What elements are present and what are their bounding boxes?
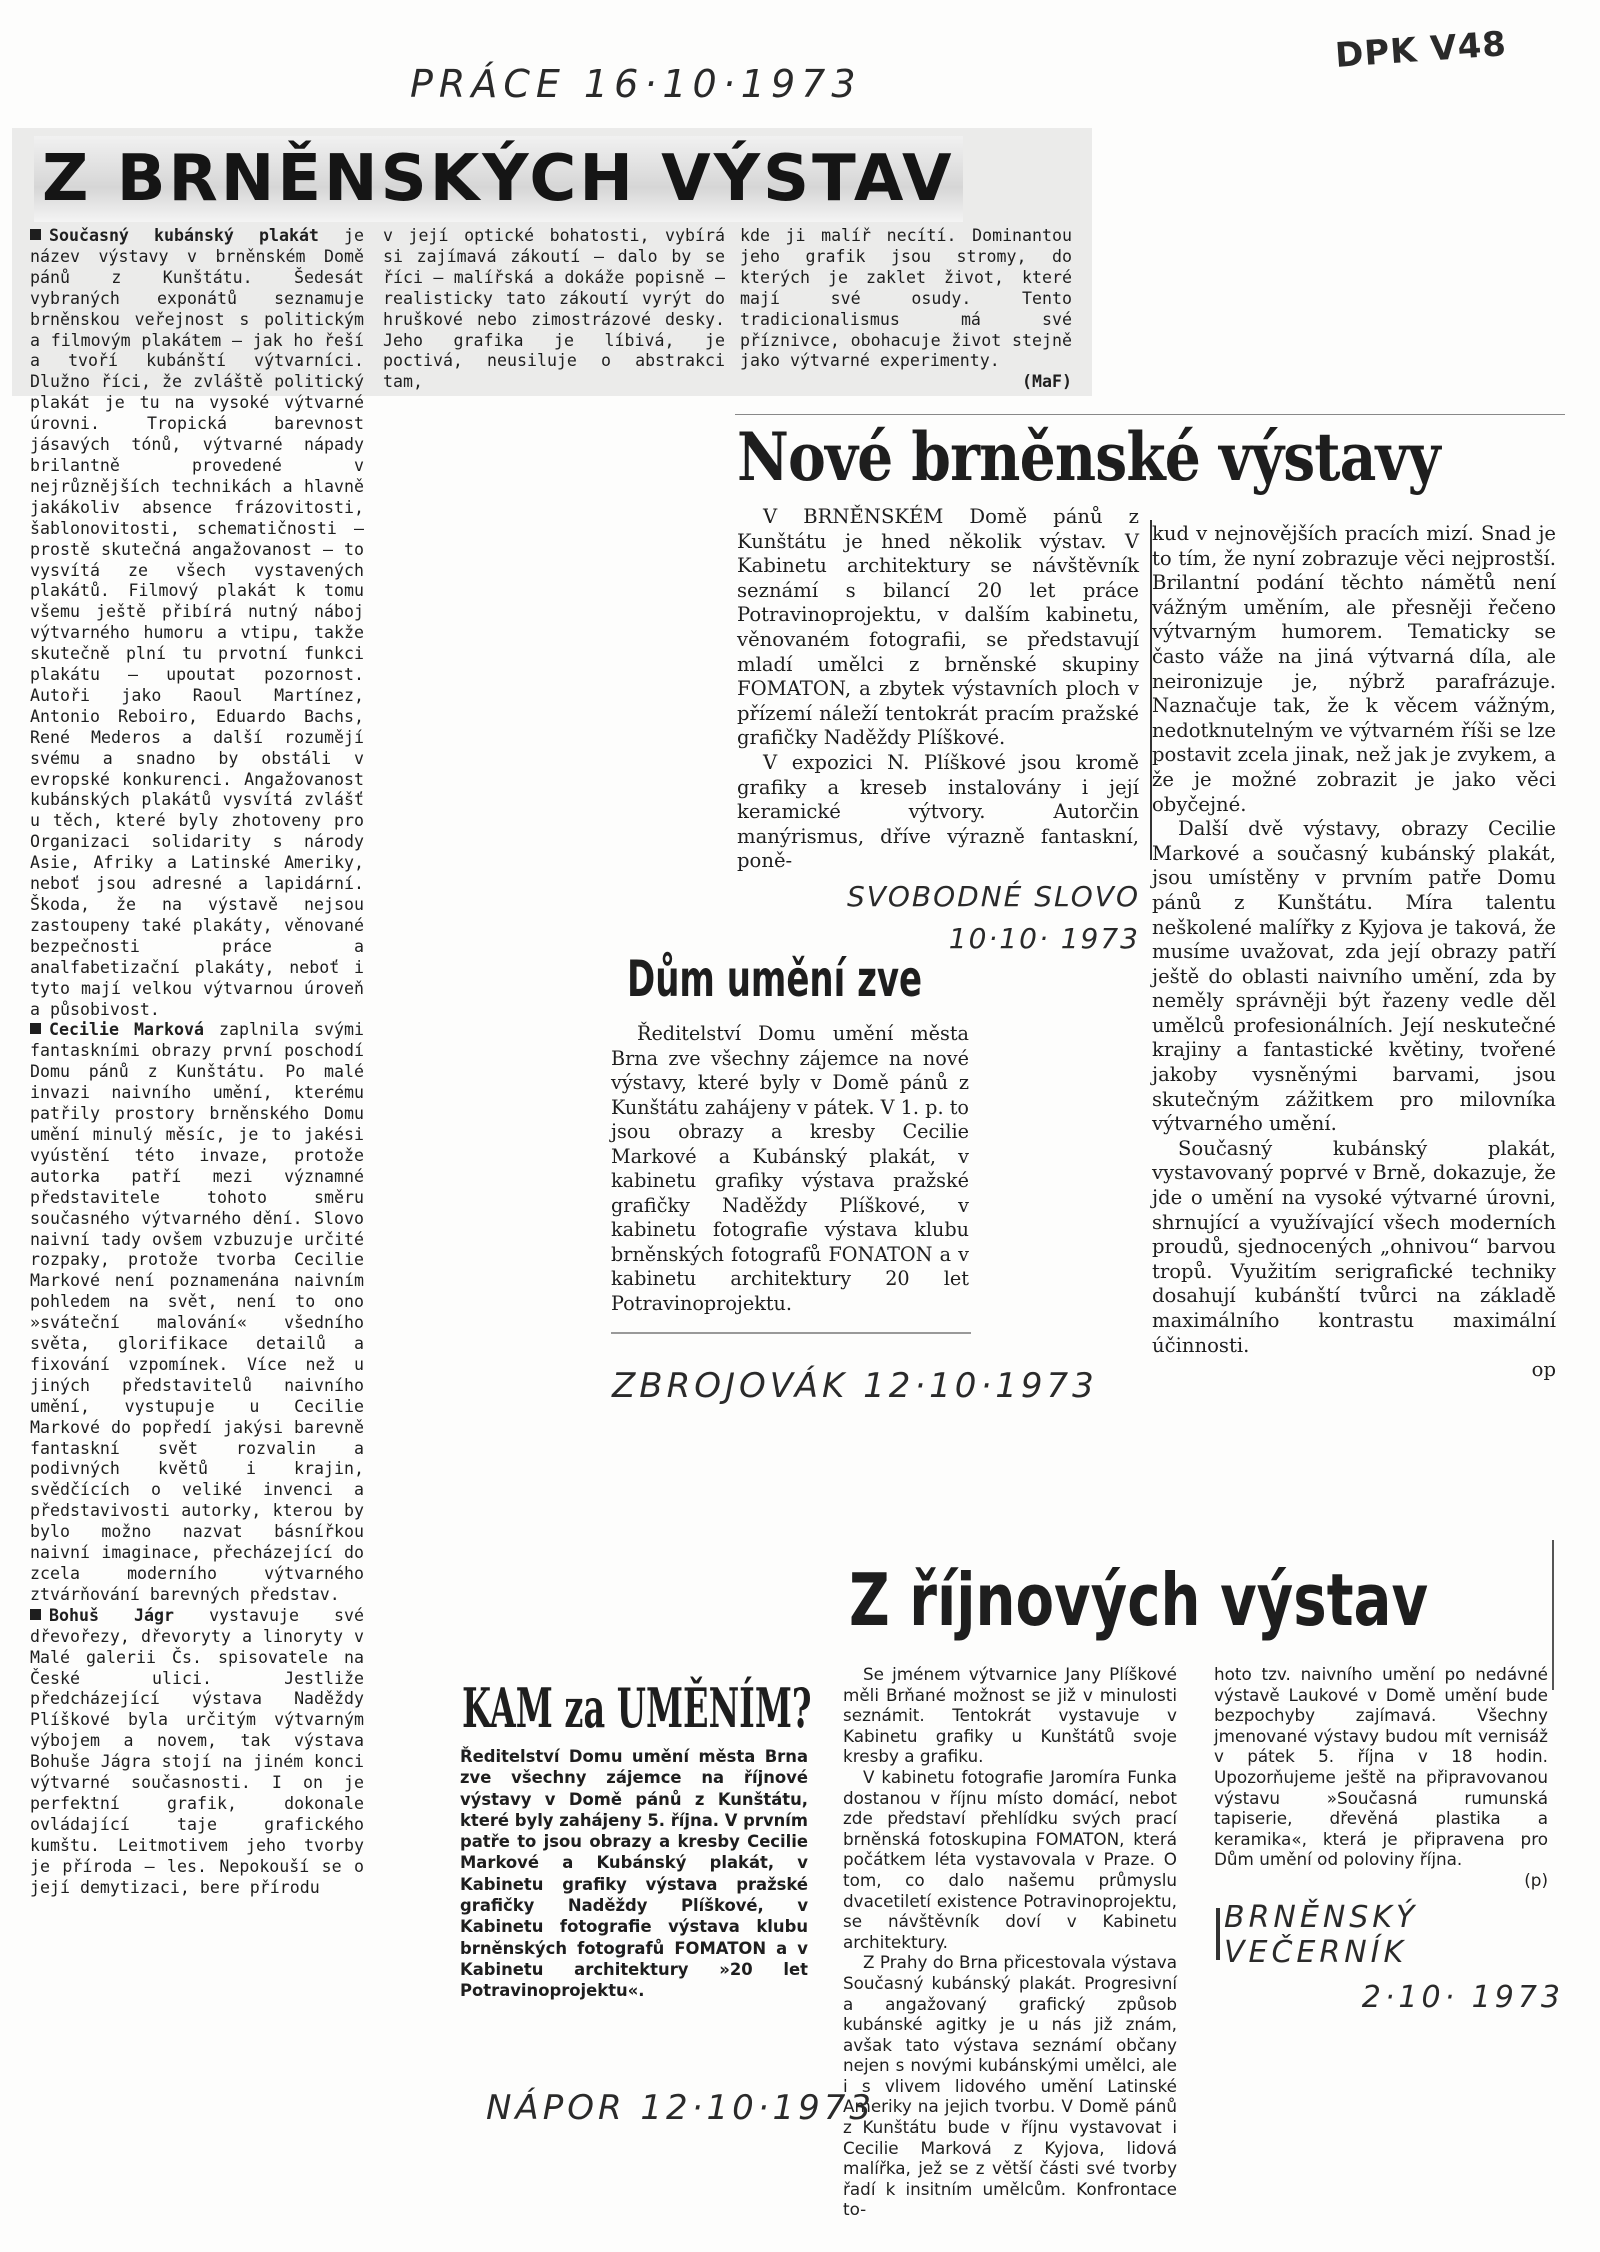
- article2-signature: op: [1531, 1358, 1556, 1382]
- article5-text: Ředitelství Domu umění města Brna zve všechny zájemce na říjnové výstavy v Domě pánů z Kunštátu, které byly zahájeny 5. října. V prvním patře to jsou obrazy a kresby Cecilie Markové a Kubánský plakát, v Kabinetu grafiky výstava pražské grafičky Naděždy Plíškové, v Kabinetu fotografie výstava klubu brněnských fotografů FOMATON a v Kabinetu architektury »20 let Potravinoprojektu«.: [460, 1747, 808, 2001]
- handwritten-source-svobodne-slovo: SVOBODNÉ SLOVO 10·10· 1973: [846, 880, 1140, 955]
- article1-paragraph-1: je název výstavy v brněnském Domě pánů z Kunštátu. Šedesát vybraných exponátů seznamuje brněnskou veřejnost s politickým a filmovým plakátem — jak ho řeší a tvoří kubánští výtvarníci. Dlužno říci, že zvláště politický plakát je tu na vysoké výtvarné úrovni. Tropická barevnost jásavých tónů, výtvarné nápady brilantně provedené v nejrůznějších technikách a hlavně jakákoliv absence frázovitosti, šablonovitosti, schematičnosti — prostě skutečná angažovanost — to vysvítá ze všech vystavených plakátů. Filmový plakát k tomu všemu ještě přibírá nutný náboj výtvarného humoru a vtipu, takže skutečně plní tu prvotní funkci plakátu — upoutat pozornost. Autoři jako Raoul Martínez, Antonio Reboiro, Eduardo Bachs, René Mederos a další rozumějí svému a snadno by obstáli v evropské konkurenci. Angažovanost kubánských plakátů vysvítá zvlášť u těch, které byly zhotoveny pro Organizaci solidarity s národy Asie, Afriky a Latinské Ameriky, neboť jsou adresné a lapidární. Škoda, že na výstavě nejsou zastoupeny také plakáty, věnované bezpečnosti práce a analfabetizační plakáty, neboť i tyto mají velkou výtvarnou úroveň a působivost.: [30, 226, 364, 1019]
- vecernik-date: 2·10· 1973: [1361, 1980, 1564, 2015]
- article1-column3-text: kde ji malíř necítí. Dominantou jeho grafik jsou stromy, do kterých je zaklet život, které mají své osudy. Tento tradicionalismus má své příznivce, obohacuje život stejně jako výtvarné experimenty.: [740, 226, 1072, 371]
- archive-code-stamp: DPK V48: [1333, 24, 1509, 76]
- vecernik-name: BRNĚNSKÝ VEČERNÍK: [1224, 1900, 1419, 1970]
- bullet-square-icon: [30, 1023, 41, 1034]
- article1-column2: [383, 226, 725, 393]
- article1-lead-3: Bohuš Jágr: [49, 1605, 174, 1625]
- article3-text: Ředitelství Domu umění města Brna zve všechny zájemce na nové výstavy, které byly v Domě pánů z Kunštátu zahájeny v pátek. V 1. p. to jsou obrazy a kresby Cecilie Markové a Kubánský plakát, v kabinetu grafiky výstava pražské grafičky Naděždy Plíškové, v kabinetu fotografie výstava klubu brněnských fotografů FONATON a v kabinetu architektury 20 let Potravinoprojektu.: [611, 1022, 969, 1315]
- divider-line: [735, 414, 1565, 415]
- article1-paragraph-3: vystavuje své dřevořezy, dřevoryty a linoryty v Malé galerii Čs. spisovatele na České ulici. Jestliže předcházející výstava Naděždy Plíškové byla určitým výtvarným výbojem a novem, tak výstava Bohuše Jágra stojí na jiném konci výtvarné současnosti. I on je perfektní grafik, dokonale ovládající taje grafického kumštu. Leitmotivem jeho tvorby je příroda — les. Nepokouší se o její demytizaci, bere přírodu: [30, 1605, 365, 1897]
- divider-line: [611, 1332, 971, 1334]
- article2-title: Nové brněnské výstavy: [737, 418, 1440, 496]
- column-rule: [1216, 1908, 1220, 1960]
- article4-column2: [1214, 1664, 1548, 1891]
- article1-column1: [30, 226, 364, 1899]
- article5-body: [460, 1746, 808, 2002]
- handwritten-source-prace: PRÁCE 16·10·1973: [410, 62, 862, 106]
- article3-body: [611, 1022, 969, 1316]
- article5-title: KAM za UMĚNÍM?: [462, 1676, 812, 1740]
- article4-signature: (p): [1524, 1869, 1548, 1890]
- article2-paragraph-1: V BRNĚNSKÉM Domě pánů z Kunštátu je hned několik výstav. V Kabinetu architektury se návštěvník seznámí s bilancí 20 let práce Potravinoprojektu, v dalším kabinetu, věnovaném fotografii, se představují mladí umělci z brněnské skupiny FOMATON, a zbytek výstavních ploch v přízemí náleží tentokrát pracím pražské grafičky Naděždy Plíškové.: [737, 505, 1139, 750]
- article2-paragraph-5: Současný kubánský plakát, vystavovaný poprvé v Brně, dokazuje, že jde o umění na vysoké výtvarné úrovni, shrnující a využívající všech moderních proudů, sjednocených „ohnivou“ barvou tropů. Využitím serigrafické techniky dosahují kubánští tvůrci na základě maximálního kontrastu maximální účinnosti.: [1152, 1136, 1556, 1357]
- article2-paragraph-2: V expozici N. Plíškové jsou kromě grafiky a kreseb instalovány i její keramické výtvory. Autorčin manýrismus, dříve výrazně fantaskní, poně-: [737, 750, 1139, 873]
- column-rule: [1552, 1540, 1554, 1690]
- article1-signature: (MaF): [1022, 372, 1072, 392]
- article2-paragraph-3: kud v nejnovějších pracích mizí. Snad je to tím, že nyní zobrazuje věci nejprostší. Brilantní podání těchto námětů není vážným uměním, ale přesněji řečeno výtvarným humorem. Tematicky se často váže na jiná výtvarná díla, ale neironizuje je, nýbrž parafrázuje. Naznačuje tak, že k věcem vážným, nedotknutelným ve výtvarném říši se lze postavit zcela jinak, než jak je zvykem, a že je možné zobrazit je jako věci obyčejné.: [1152, 522, 1556, 816]
- article1-column3: [740, 226, 1072, 393]
- article4-column1: [843, 1664, 1177, 2220]
- handwritten-source-napor: NÁPOR 12·10·1973: [486, 2088, 876, 2128]
- article1-title: Z BRNĚNSKÝCH VÝSTAV: [34, 136, 963, 222]
- handwritten-source-zbrojovak: ZBROJOVÁK 12·10·1973: [612, 1366, 1098, 1406]
- article4-paragraph-4: hoto tzv. naivního umění po nedávné výstavě Laukové v Domě umění bude bezpochyby zajímavá. Všechny jmenované výstavy budou mít vernisáž v pátek 5. října v 18 hodin. Upozorňujeme ještě na připravovanou výstavu »Současná rumunská tapiserie, dřevěná plastika a keramika«, která je připravena pro Dům umění od poloviny října.: [1214, 1664, 1548, 1870]
- article4-paragraph-1: Se jménem výtvarnice Jany Plíškové měli Brňané možnost se již v minulosti seznámit. Tentokrát vystavuje v Kabinetu grafiky u Kunštátů svoje kresby a grafiku.: [843, 1664, 1177, 1767]
- bullet-square-icon: [30, 1609, 41, 1620]
- article4-paragraph-2: V kabinetu fotografie Jaromíra Funka dostanou v říjnu místo domácí, nebot zde představí přehlídku svých prací brněnská fotoskupina FOMATON, která počátkem léta vystavovala v Praze. O tom, co dalo našemu průmyslu dvacetiletí existence Potravinoprojektu, se návštěvník doví v Kabinetu architektury.: [843, 1766, 1177, 1952]
- article1-paragraph-2: zaplnila svými fantaskními obrazy první poschodí Domu pánů z Kunštátu. Po malé invazi naivního umění, kterému patřily prostory brněnského Domu umění minulý měsíc, je to jakési vyústění této invaze, protože autorka patří mezi významné představitele tohoto směru současného výtvarného dění. Slovo naivní tady ovšem vzbuzuje určité rozpaky, protože tvorba Cecilie Markové není poznamenána naivním pohledem na svět, není to ono »sváteční malování« všedního světa, glorifikace detailů a fixování vzpomínek. Více než u jiných představitelů naivního umění, vystupuje u Cecilie Markové do popředí jakýsi barevně fantaskní svět rozvalin a podivných květů i krajin, svědčících o veliké invenci a představivosti autorky, kterou by bylo možno nazvat básnířkou naivní imaginace, přecházející do zcela moderního výtvarného ztvárňování barevných představ.: [30, 1020, 364, 1604]
- bullet-square-icon: [30, 229, 41, 240]
- article4-paragraph-3: Z Prahy do Brna přicestovala výstava Současný kubánský plakát. Progresivní a angažovaný grafický způsob kubánské agitky je u nás již znám, avšak tato výstava seznámí občany nejen s novými kubánskými umělci, ale i s vlivem lidového umění Latinské Ameriky na jejich tvorbu. V Domě pánů z Kunštátu bude v říjnu vystavovat i Cecilie Marková z Kyjova, lidová malířka, jež se z větší části své tvorby řadí k insitním umělcům. Konfrontace to-: [843, 1952, 1177, 2220]
- handwritten-source-vecernik: [1224, 1900, 1564, 2015]
- article1-column2-text: v její optické bohatosti, vybírá si zajímavá zákoutí — dalo by se říci — malířská a dokáže popisně — realisticky tato zákoutí vyrýt do hruškové nebo zimostrázové desky. Jeho grafika je líbivá, je poctivá, neusiluje o abstrakci tam,: [383, 226, 725, 392]
- article2-paragraph-4: Další dvě výstavy, obrazy Cecilie Markové a současný kubánský plakát, jsou umístěny v prvním patře Domu pánů z Kunštátu. Míra talentu neškolené malířky z Kyjova je taková, že musíme uvažovat, zda její obrazy patří ještě do oblasti naivního umění, zda by neměly správněji být řazeny vedle děl umělců profesionálních. Její neskutečné krajiny a fantastické květiny, tvořené jakoby vysněnými barvami, jsou skutečným zážitkem pro milovníka výtvarného umění.: [1152, 817, 1556, 1136]
- article1-lead-2: Cecilie Marková: [49, 1020, 204, 1040]
- article3-title: Dům umění zve: [627, 950, 923, 1008]
- article2-left-column: [737, 505, 1139, 874]
- article2-right-column: [1152, 522, 1556, 1383]
- article1-lead-1: Současný kubánský plakát: [49, 226, 319, 245]
- article4-title: Z říjnových výstav: [849, 1558, 1429, 1642]
